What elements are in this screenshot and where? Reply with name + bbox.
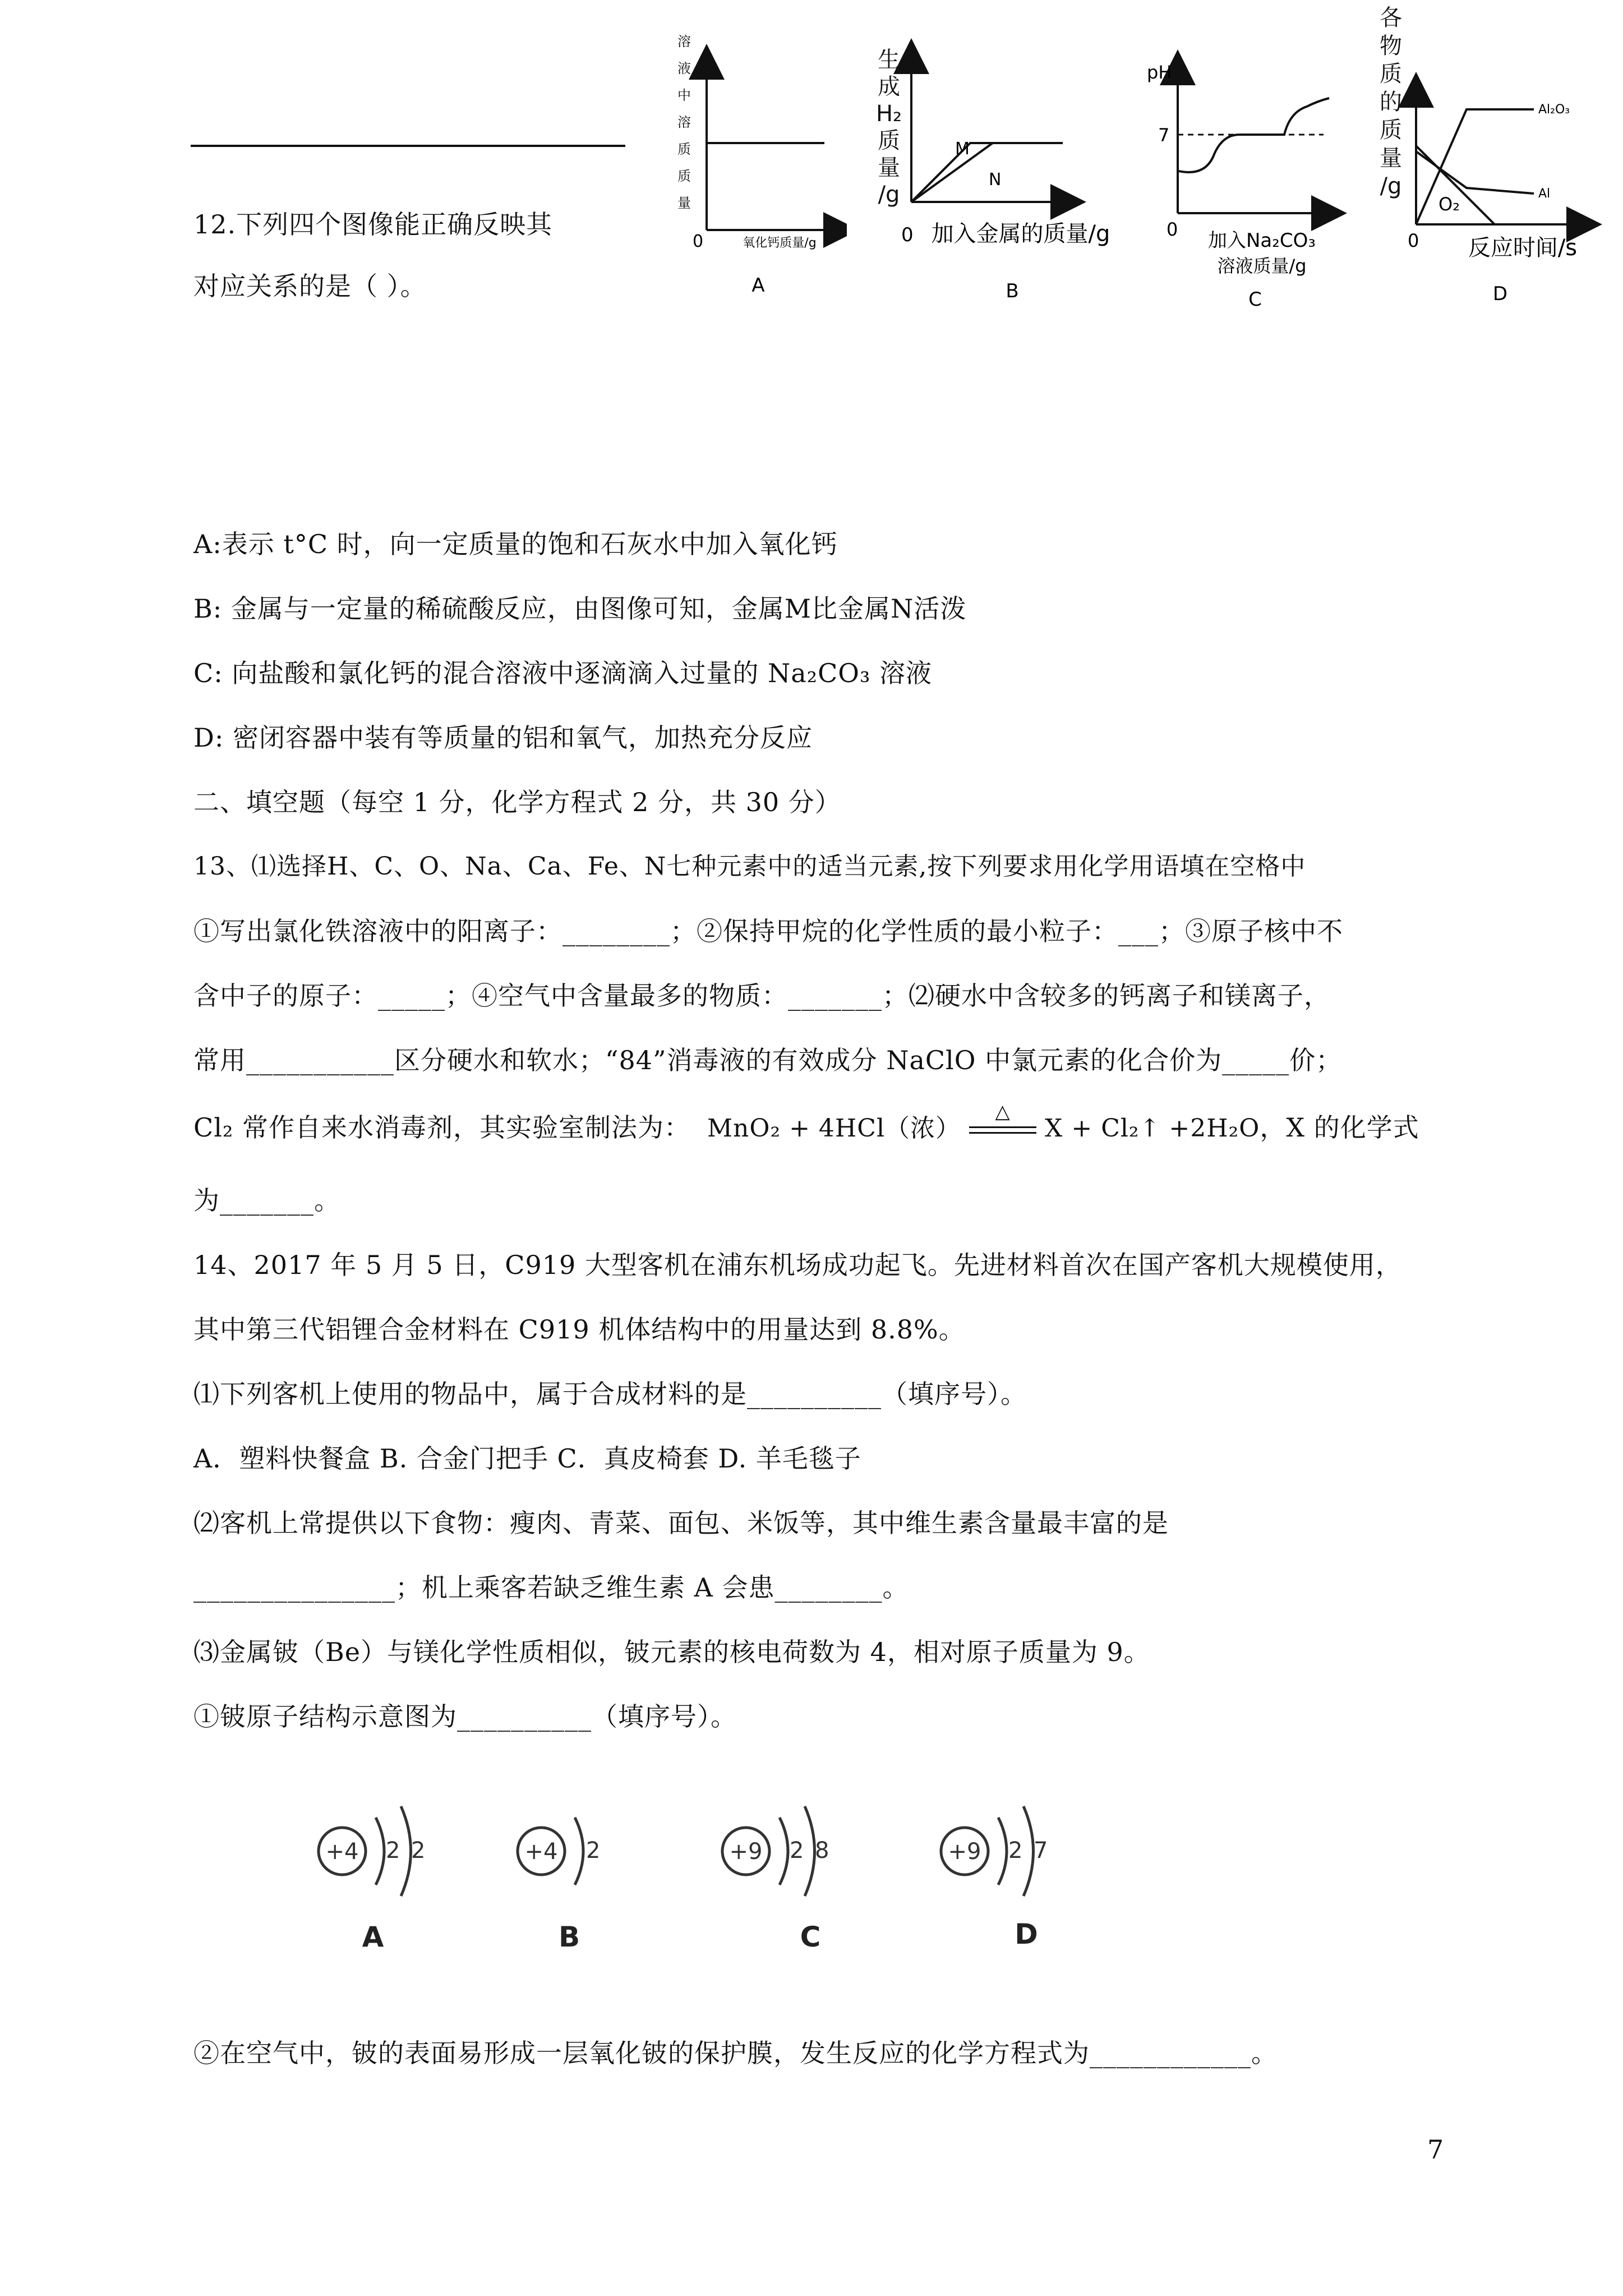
atom-a-shell-2: 2 <box>411 1838 426 1864</box>
atom-b-shell-1: 2 <box>586 1838 601 1864</box>
graph-b-label-n: N <box>989 170 1002 190</box>
atom-b-nucleus: +4 <box>524 1839 558 1865</box>
graph-b-origin: 0 <box>901 224 914 246</box>
atom-b <box>518 1818 600 1953</box>
graph-b <box>872 34 1141 314</box>
graph-b-ylabel-3: H₂ <box>875 101 902 127</box>
graph-b-ylabel-4: 质 <box>878 128 900 154</box>
graph-b-ylabel-5: 量 <box>878 155 900 181</box>
graph-a-xlabel: 氧化钙质量/g <box>743 236 817 250</box>
graph-c-ylabel: pH <box>1147 62 1172 83</box>
atom-diagrams <box>292 1773 1133 1958</box>
page-number: 7 <box>1427 2134 1444 2165</box>
atom-d-shell-2: 7 <box>1034 1838 1048 1864</box>
equation-right: X + Cl₂↑ +2H₂O <box>1045 1114 1260 1143</box>
q12-option-b: B: 金属与一定量的稀硫酸反应，由图像可知，金属M比金属N活泼 <box>193 593 967 624</box>
graph-c-xlabel-2: 溶液质量/g <box>1217 255 1307 277</box>
graph-a-ylabel-4: 溶 <box>677 114 691 130</box>
graph-d-ylabel-1: 各 <box>1380 5 1402 31</box>
graph-b-caption: B <box>1006 280 1019 302</box>
graph-d-label-o2: O₂ <box>1438 194 1460 215</box>
graph-b-ylabel-2: 成 <box>878 74 900 100</box>
graph-a-ylabel-3: 中 <box>677 88 691 103</box>
atom-d-nucleus: +9 <box>948 1839 981 1865</box>
graph-a <box>662 22 847 314</box>
atom-c <box>722 1806 829 1953</box>
atom-c-caption: C <box>800 1921 821 1953</box>
q12-stem-line2: 对应关系的是（ ）。 <box>193 271 427 301</box>
graph-b-line-n <box>911 143 993 202</box>
q13-line4: 常用___________区分硬水和软水；“84”消毒液的有效成分 NaClO 中氯元素的化合价为_____价； <box>193 1045 1343 1075</box>
graph-d-ylabel-5: 质 <box>1380 117 1402 143</box>
graph-a-ylabel-1: 溶 <box>677 34 691 49</box>
na2co3-formula: Na₂CO₃ <box>767 658 871 688</box>
q14-line6: _______________；机上乘客若缺乏维生素 A 会患________。 <box>193 1572 909 1603</box>
q13-line3: 含中子的原子：_____；④空气中含量最多的物质：_______；⑵硬水中含较多的钙离子和镁离子， <box>193 981 1330 1011</box>
atom-a <box>319 1806 425 1953</box>
q12-stem-line1: 12.下列四个图像能正确反映其 <box>193 209 553 240</box>
atom-a-caption: A <box>362 1921 384 1953</box>
atom-d-caption: D <box>1015 1918 1038 1950</box>
graph-d-ylabel-4: 的 <box>1380 89 1402 115</box>
q14-line3: ⑴下列客机上使用的物品中，属于合成材料的是__________（填序号）。 <box>193 1379 1027 1409</box>
graph-c-origin: 0 <box>1166 219 1178 240</box>
q13-line5: Cl₂ 常作自来水消毒剂，其实验室制法为： MnO₂ + 4HCl（浓） △ X + Cl₂↑ +2H₂O，X 的化学式 <box>193 1111 1419 1145</box>
atom-b-caption: B <box>558 1921 580 1953</box>
graph-a-ylabel-7: 量 <box>677 195 691 211</box>
q12-option-a: A:表示 t°C 时，向一定质量的饱和石灰水中加入氧化钙 <box>193 529 838 559</box>
graph-d-caption: D <box>1492 283 1508 305</box>
graph-b-xlabel: 加入金属的质量/g <box>931 221 1110 247</box>
graph-a-origin: 0 <box>693 232 704 251</box>
graph-d-origin: 0 <box>1408 230 1419 251</box>
graph-a-caption: A <box>751 274 765 297</box>
q12-option-c: C: 向盐酸和氯化钙的混合溶液中逐滴滴入过量的 Na₂CO₃ 溶液 <box>193 658 933 688</box>
graph-c-xlabel-1: 加入Na₂CO₃ <box>1207 229 1316 252</box>
q13-line2: ①写出氯化铁溶液中的阳离子：________；②保持甲烷的化学性质的最小粒子：___；③原子核中不 <box>193 916 1343 946</box>
graph-a-ylabel-6: 质 <box>677 168 691 184</box>
graph-d-ylabel-2: 物 <box>1380 33 1402 59</box>
q14-line2: 其中第三代铝锂合金材料在 C919 机体结构中的用量达到 8.8%。 <box>193 1314 965 1345</box>
q13-line6: 为_______。 <box>193 1185 340 1216</box>
q14-line9: ②在空气中，铍的表面易形成一层氧化铍的保护膜，发生反应的化学方程式为____________。 <box>193 2038 1278 2068</box>
graph-d-ylabel-6: 量 <box>1380 145 1402 171</box>
q12-option-d: D: 密闭容器中装有等质量的铝和氧气，加热充分反应 <box>193 723 813 753</box>
graph-d-line-al2o3 <box>1416 109 1534 224</box>
graph-b-label-m: M <box>955 139 970 159</box>
graph-d-label-al2o3: Al₂O₃ <box>1538 103 1570 117</box>
q13-line1: 13、⑴选择H、C、O、Na、Ca、Fe、N七种元素中的适当元素,按下列要求用化学用语填在空格中 <box>193 852 1306 881</box>
q14-line1: 14、2017 年 5 月 5 日，C919 大型客机在浦东机场成功起飞。先进材料首次在国产客机大规模使用， <box>193 1250 1402 1280</box>
atom-c-shell-1: 2 <box>790 1838 804 1864</box>
graph-d-line-al <box>1416 151 1534 194</box>
atom-d-shell-1: 2 <box>1008 1838 1023 1864</box>
graph-d-xlabel: 反应时间/s <box>1468 235 1578 261</box>
section-2-heading: 二、填空题（每空 1 分，化学方程式 2 分，共 30 分） <box>193 787 841 817</box>
graph-c-caption: C <box>1248 288 1262 311</box>
graph-d <box>1366 0 1612 314</box>
graph-a-ylabel-5: 质 <box>677 141 691 157</box>
q14-line4: A．塑料快餐盒 B. 合金门把手 C．真皮椅套 D. 羊毛毯子 <box>193 1443 861 1474</box>
graph-d-label-al: Al <box>1538 187 1551 201</box>
graph-c <box>1144 45 1368 320</box>
graph-b-ylabel-6: /g <box>878 182 900 208</box>
atom-c-nucleus: +9 <box>729 1839 763 1865</box>
graph-b-ylabel-1: 生 <box>878 47 900 73</box>
equation-left: MnO₂ + 4HCl（浓） <box>707 1114 961 1143</box>
graph-a-ylabel-2: 液 <box>677 61 691 76</box>
graph-c-ytick-7: 7 <box>1158 125 1170 146</box>
q14-line7: ⑶金属铍（Be）与镁化学性质相似，铍元素的核电荷数为 4，相对原子质量为 9。 <box>193 1637 1150 1667</box>
graph-d-ylabel-3: 质 <box>1380 61 1402 87</box>
graph-b-line-m <box>911 143 1063 202</box>
q14-line5: ⑵客机上常提供以下食物：瘦肉、青菜、面包、米饭等，其中维生素含量最丰富的是 <box>193 1508 1169 1538</box>
equation-condition: △ <box>961 1111 1045 1144</box>
answer-line-q11 <box>191 145 625 147</box>
atom-d <box>941 1806 1048 1950</box>
atom-c-shell-2: 8 <box>815 1838 829 1864</box>
atom-a-nucleus: +4 <box>325 1839 359 1865</box>
q14-line8: ①铍原子结构示意图为__________（填序号）。 <box>193 1701 737 1732</box>
graph-d-ylabel-7: /g <box>1380 173 1402 199</box>
atom-a-shell-1: 2 <box>386 1838 400 1864</box>
